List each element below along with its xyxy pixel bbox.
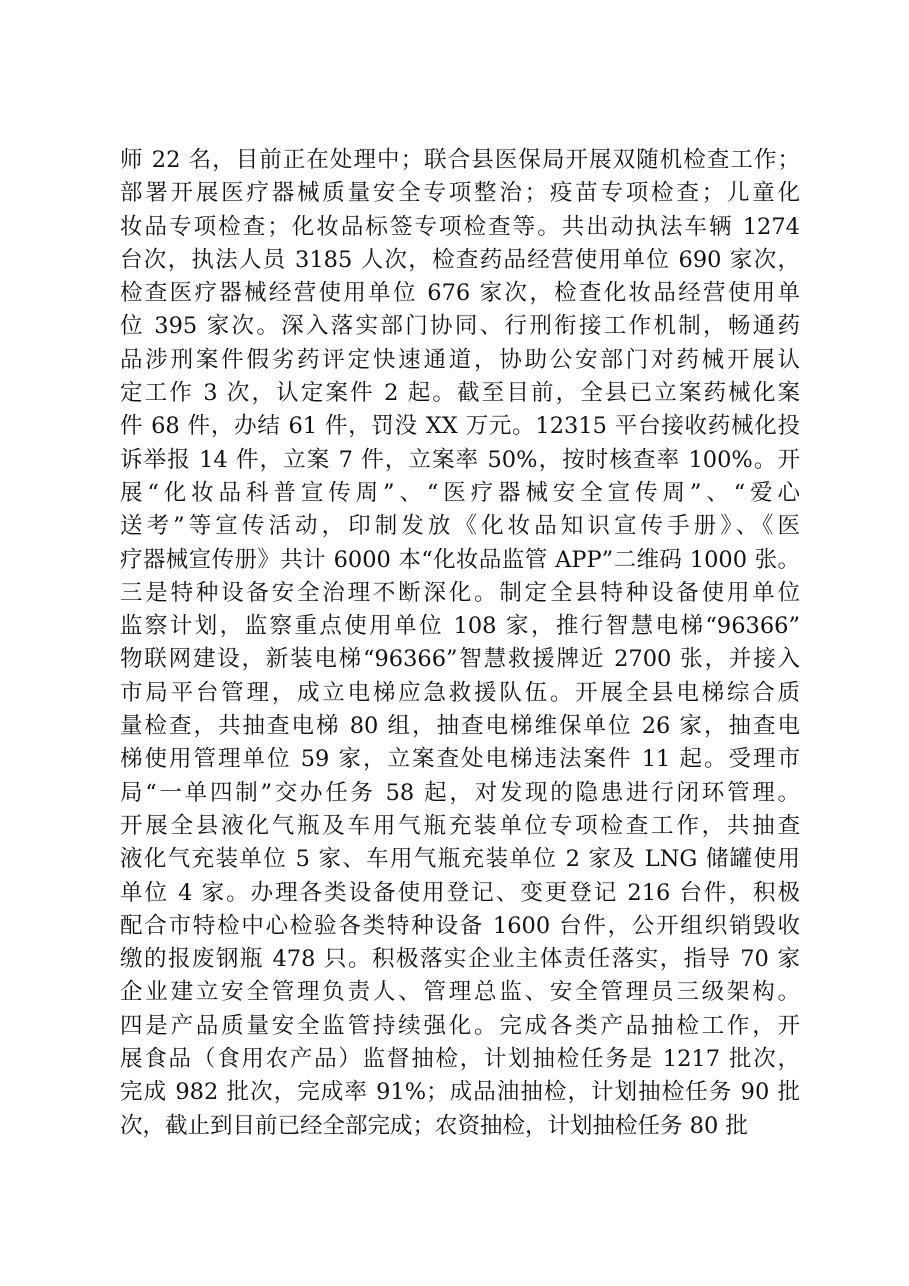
text-line: 三是特种设备安全治理不断深化。制定全县特种设备使用单位 [120, 579, 800, 606]
text-line: 四是产品质量安全监管持续强化。完成各类产品抽检工作，开 [120, 1012, 800, 1039]
text-line: 市局平台管理，成立电梯应急救援队伍。开展全县电梯综合质 [120, 679, 800, 706]
text-line: 次，截止到目前已经全部完成；农资抽检，计划抽检任务 80 批 [120, 1112, 748, 1139]
text-line: 配合市特检中心检验各类特种设备 1600 台件，公开组织销毁收 [120, 912, 800, 939]
text-line: 检查医疗器械经营使用单位 676 家次，检查化妆品经营使用单 [120, 280, 800, 307]
text-line: 展食品（食用农产品）监督抽检，计划抽检任务是 1217 批次， [120, 1046, 800, 1073]
text-line: 开展全县液化气瓶及车用气瓶充装单位专项检查工作，共抽查 [120, 812, 800, 839]
text-line: 缴的报废钢瓶 478 只。积极落实企业主体责任落实，指导 70 家 [120, 946, 800, 973]
text-line: 部署开展医疗器械质量安全专项整治；疫苗专项检查；儿童化 [120, 180, 800, 207]
text-line: 梯使用管理单位 59 家，立案查处电梯违法案件 11 起。受理市 [120, 746, 800, 773]
text-line: 送考”等宣传活动，印制发放《化妆品知识宣传手册》、《医 [120, 513, 800, 540]
text-line: 台次，执法人员 3185 人次，检查药品经营使用单位 690 家次， [120, 246, 800, 273]
text-line: 企业建立安全管理负责人、管理总监、安全管理员三级架构。 [120, 979, 800, 1006]
text-line: 展“化妆品科普宣传周”、“医疗器械安全宣传周”、“爱心 [120, 479, 800, 506]
text-line: 位 395 家次。深入落实部门协同、行刑衔接工作机制，畅通药 [120, 313, 800, 340]
text-line: 品涉刑案件假劣药评定快速通道，协助公安部门对药械开展认 [120, 346, 800, 373]
text-line: 完成 982 批次，完成率 91%；成品油抽检，计划抽检任务 90 批 [120, 1079, 800, 1106]
text-line: 监察计划，监察重点使用单位 108 家，推行智慧电梯“96366” [120, 613, 800, 640]
text-line: 液化气充装单位 5 家、车用气瓶充装单位 2 家及 LNG 储罐使用 [120, 846, 800, 873]
text-line: 定工作 3 次，认定案件 2 起。截至目前，全县已立案药械化案 [120, 380, 800, 407]
text-line: 件 68 件，办结 61 件，罚没 XX 万元。12315 平台接收药械化投 [120, 413, 800, 440]
text-line: 诉举报 14 件，立案 7 件，立案率 50%，按时核查率 100%。开 [120, 446, 800, 473]
text-line: 疗器械宣传册》共计 6000 本“化妆品监管 APP”二维码 1000 张。 [120, 546, 800, 573]
text-line: 妆品专项检查；化妆品标签专项检查等。共出动执法车辆 1274 [120, 213, 800, 240]
body-text [120, 144, 800, 1143]
text-line: 局“一单四制”交办任务 58 起，对发现的隐患进行闭环管理。 [120, 779, 800, 806]
text-line: 量检查，共抽查电梯 80 组，抽查电梯维保单位 26 家，抽查电 [120, 713, 800, 740]
text-line: 物联网建设，新装电梯“96366”智慧救援牌近 2700 张，并接入 [120, 646, 800, 673]
text-line: 单位 4 家。办理各类设备使用登记、变更登记 216 台件，积极 [120, 879, 800, 906]
text-line: 师 22 名，目前正在处理中；联合县医保局开展双随机检查工作； [120, 147, 800, 173]
